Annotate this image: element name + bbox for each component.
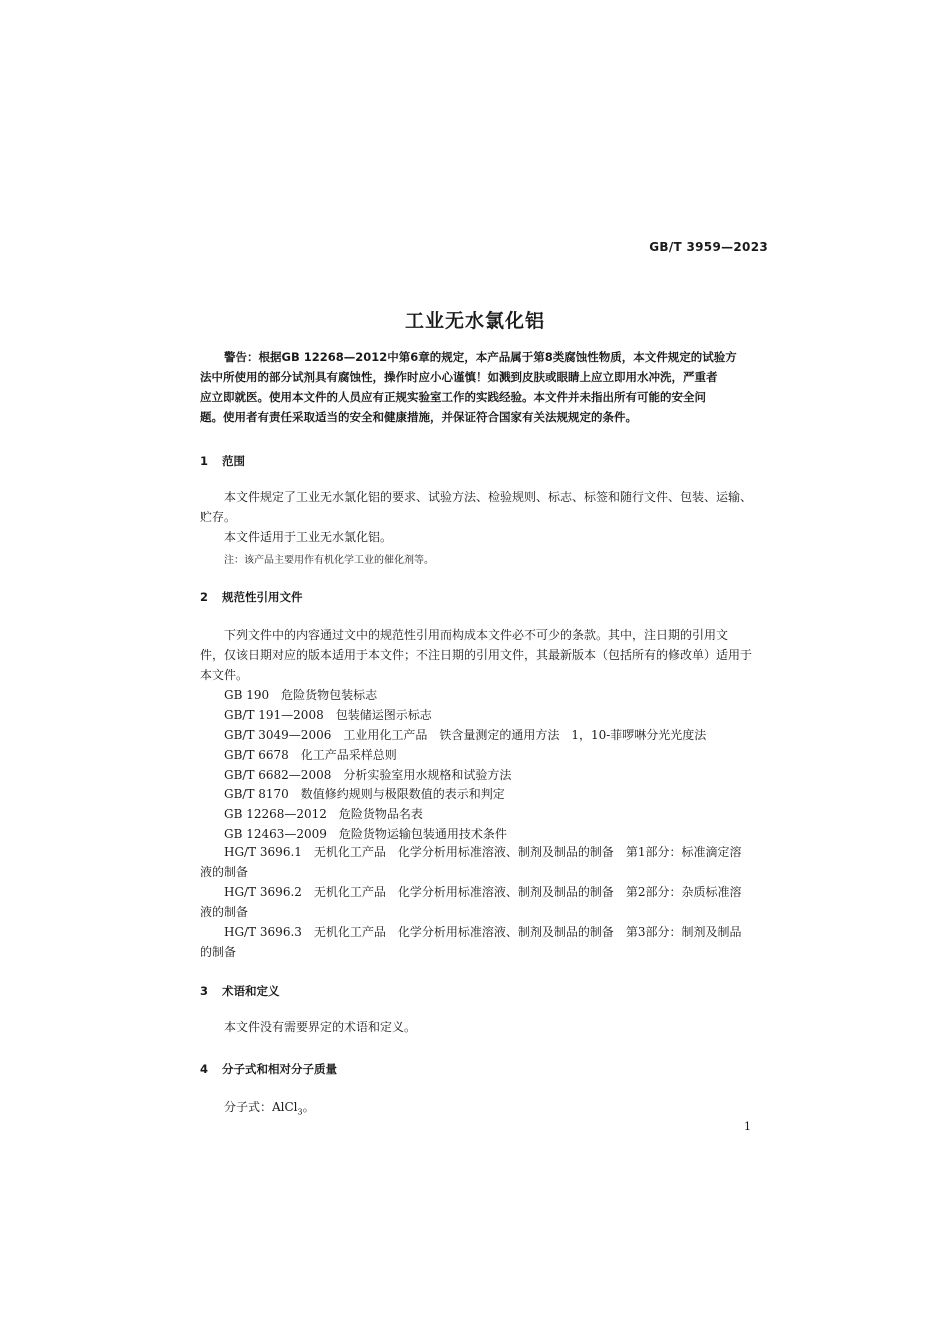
- warning-line: 法中所使用的部分试剂具有腐蚀性，操作时应小心谨慎！如溅到皮肤或眼睛上应立即用水冲洗，严重者: [200, 370, 718, 384]
- warning-line: 警告：根据GB 12268—2012中第6章的规定，本产品属于第8类腐蚀性物质，本文件规定的试验方: [224, 350, 737, 364]
- reference-item: GB 12268—2012 危险货物品名表: [224, 807, 423, 821]
- section-title: 范围: [222, 454, 245, 468]
- section-number: 2: [200, 590, 209, 604]
- formula-subscript: 3: [297, 1107, 303, 1117]
- section-number: 4: [200, 1062, 209, 1076]
- reference-item-hg-3: [200, 922, 770, 962]
- text-line: 下列文件中的内容通过文中的规范性引用而构成本文件必不可少的条款。其中，注日期的引用文: [224, 628, 729, 642]
- text-line: 本文件。: [200, 668, 249, 682]
- text-line: 本文件适用于工业无水氯化铝。: [224, 530, 393, 544]
- formula-label: 分子式：AlCl: [224, 1100, 298, 1114]
- reference-item: GB/T 6682—2008 分析实验室用水规格和试验方法: [224, 768, 512, 782]
- text-line: 液的制备: [200, 905, 249, 919]
- molecular-formula: [200, 1097, 770, 1122]
- section-1-para-1: [200, 487, 770, 527]
- section-1-note: 注：该产品主要用作有机化学工业的催化剂等。: [224, 555, 434, 566]
- text-line: HG/T 3696.2 无机化工产品 化学分析用标准溶液、制剂及制品的制备 第2部分：杂质标准溶: [224, 885, 742, 899]
- section-1-heading: [200, 453, 245, 469]
- standard-code: GB/T 3959—2023: [649, 240, 768, 254]
- section-1-para-2: [200, 527, 770, 547]
- section-3-para: [200, 1017, 770, 1037]
- reference-item: GB/T 3049—2006 工业用化工产品 铁含量测定的通用方法 1，10-菲啰啉分光光度法: [224, 728, 707, 742]
- section-2-heading: [200, 589, 303, 605]
- reference-item: GB 12463—2009 危险货物运输包装通用技术条件: [224, 827, 507, 841]
- document-title: 工业无水氯化铝: [404, 310, 545, 332]
- warning-block: [200, 347, 770, 427]
- text-line: 本文件规定了工业无水氯化铝的要求、试验方法、检验规则、标志、标签和随行文件、包装、运输、: [224, 490, 753, 504]
- section-title: 术语和定义: [222, 984, 280, 998]
- reference-item-hg-1: [200, 842, 770, 882]
- reference-item: GB/T 6678 化工产品采样总则: [224, 748, 397, 762]
- formula-end: 。: [302, 1100, 315, 1114]
- text-line: HG/T 3696.1 无机化工产品 化学分析用标准溶液、制剂及制品的制备 第1部分：标准滴定溶: [224, 845, 742, 859]
- warning-line: 题。使用者有责任采取适当的安全和健康措施，并保证符合国家有关法规规定的条件。: [200, 410, 637, 424]
- text-line: 的制备: [200, 945, 237, 959]
- text-line: 本文件没有需要界定的术语和定义。: [224, 1020, 417, 1034]
- text-line: 液的制备: [200, 865, 249, 879]
- page-number: 1: [744, 1120, 751, 1133]
- reference-item: GB/T 8170 数值修约规则与极限数值的表示和判定: [224, 787, 505, 801]
- reference-item-hg-2: [200, 882, 770, 922]
- section-title: 规范性引用文件: [222, 590, 303, 604]
- reference-item: GB/T 191—2008 包装储运图示标志: [224, 708, 432, 722]
- text-line: 件，仅该日期对应的版本适用于本文件；不注日期的引用文件，其最新版本（包括所有的修改单）适用于: [200, 648, 753, 662]
- section-3-heading: [200, 983, 280, 999]
- section-number: 3: [200, 984, 209, 998]
- text-line: 贮存。: [200, 510, 237, 524]
- text-line: [200, 1097, 770, 1122]
- section-number: 1: [200, 454, 209, 468]
- section-title: 分子式和相对分子质量: [222, 1062, 337, 1076]
- section-4-heading: [200, 1061, 337, 1077]
- reference-item: GB 190 危险货物包装标志: [224, 688, 378, 702]
- text-line: HG/T 3696.3 无机化工产品 化学分析用标准溶液、制剂及制品的制备 第3部分：制剂及制品: [224, 925, 742, 939]
- warning-line: 应立即就医。使用本文件的人员应有正规实验室工作的实践经验。本文件并未指出所有可能的安全问: [200, 390, 706, 404]
- section-2-intro: [200, 625, 770, 685]
